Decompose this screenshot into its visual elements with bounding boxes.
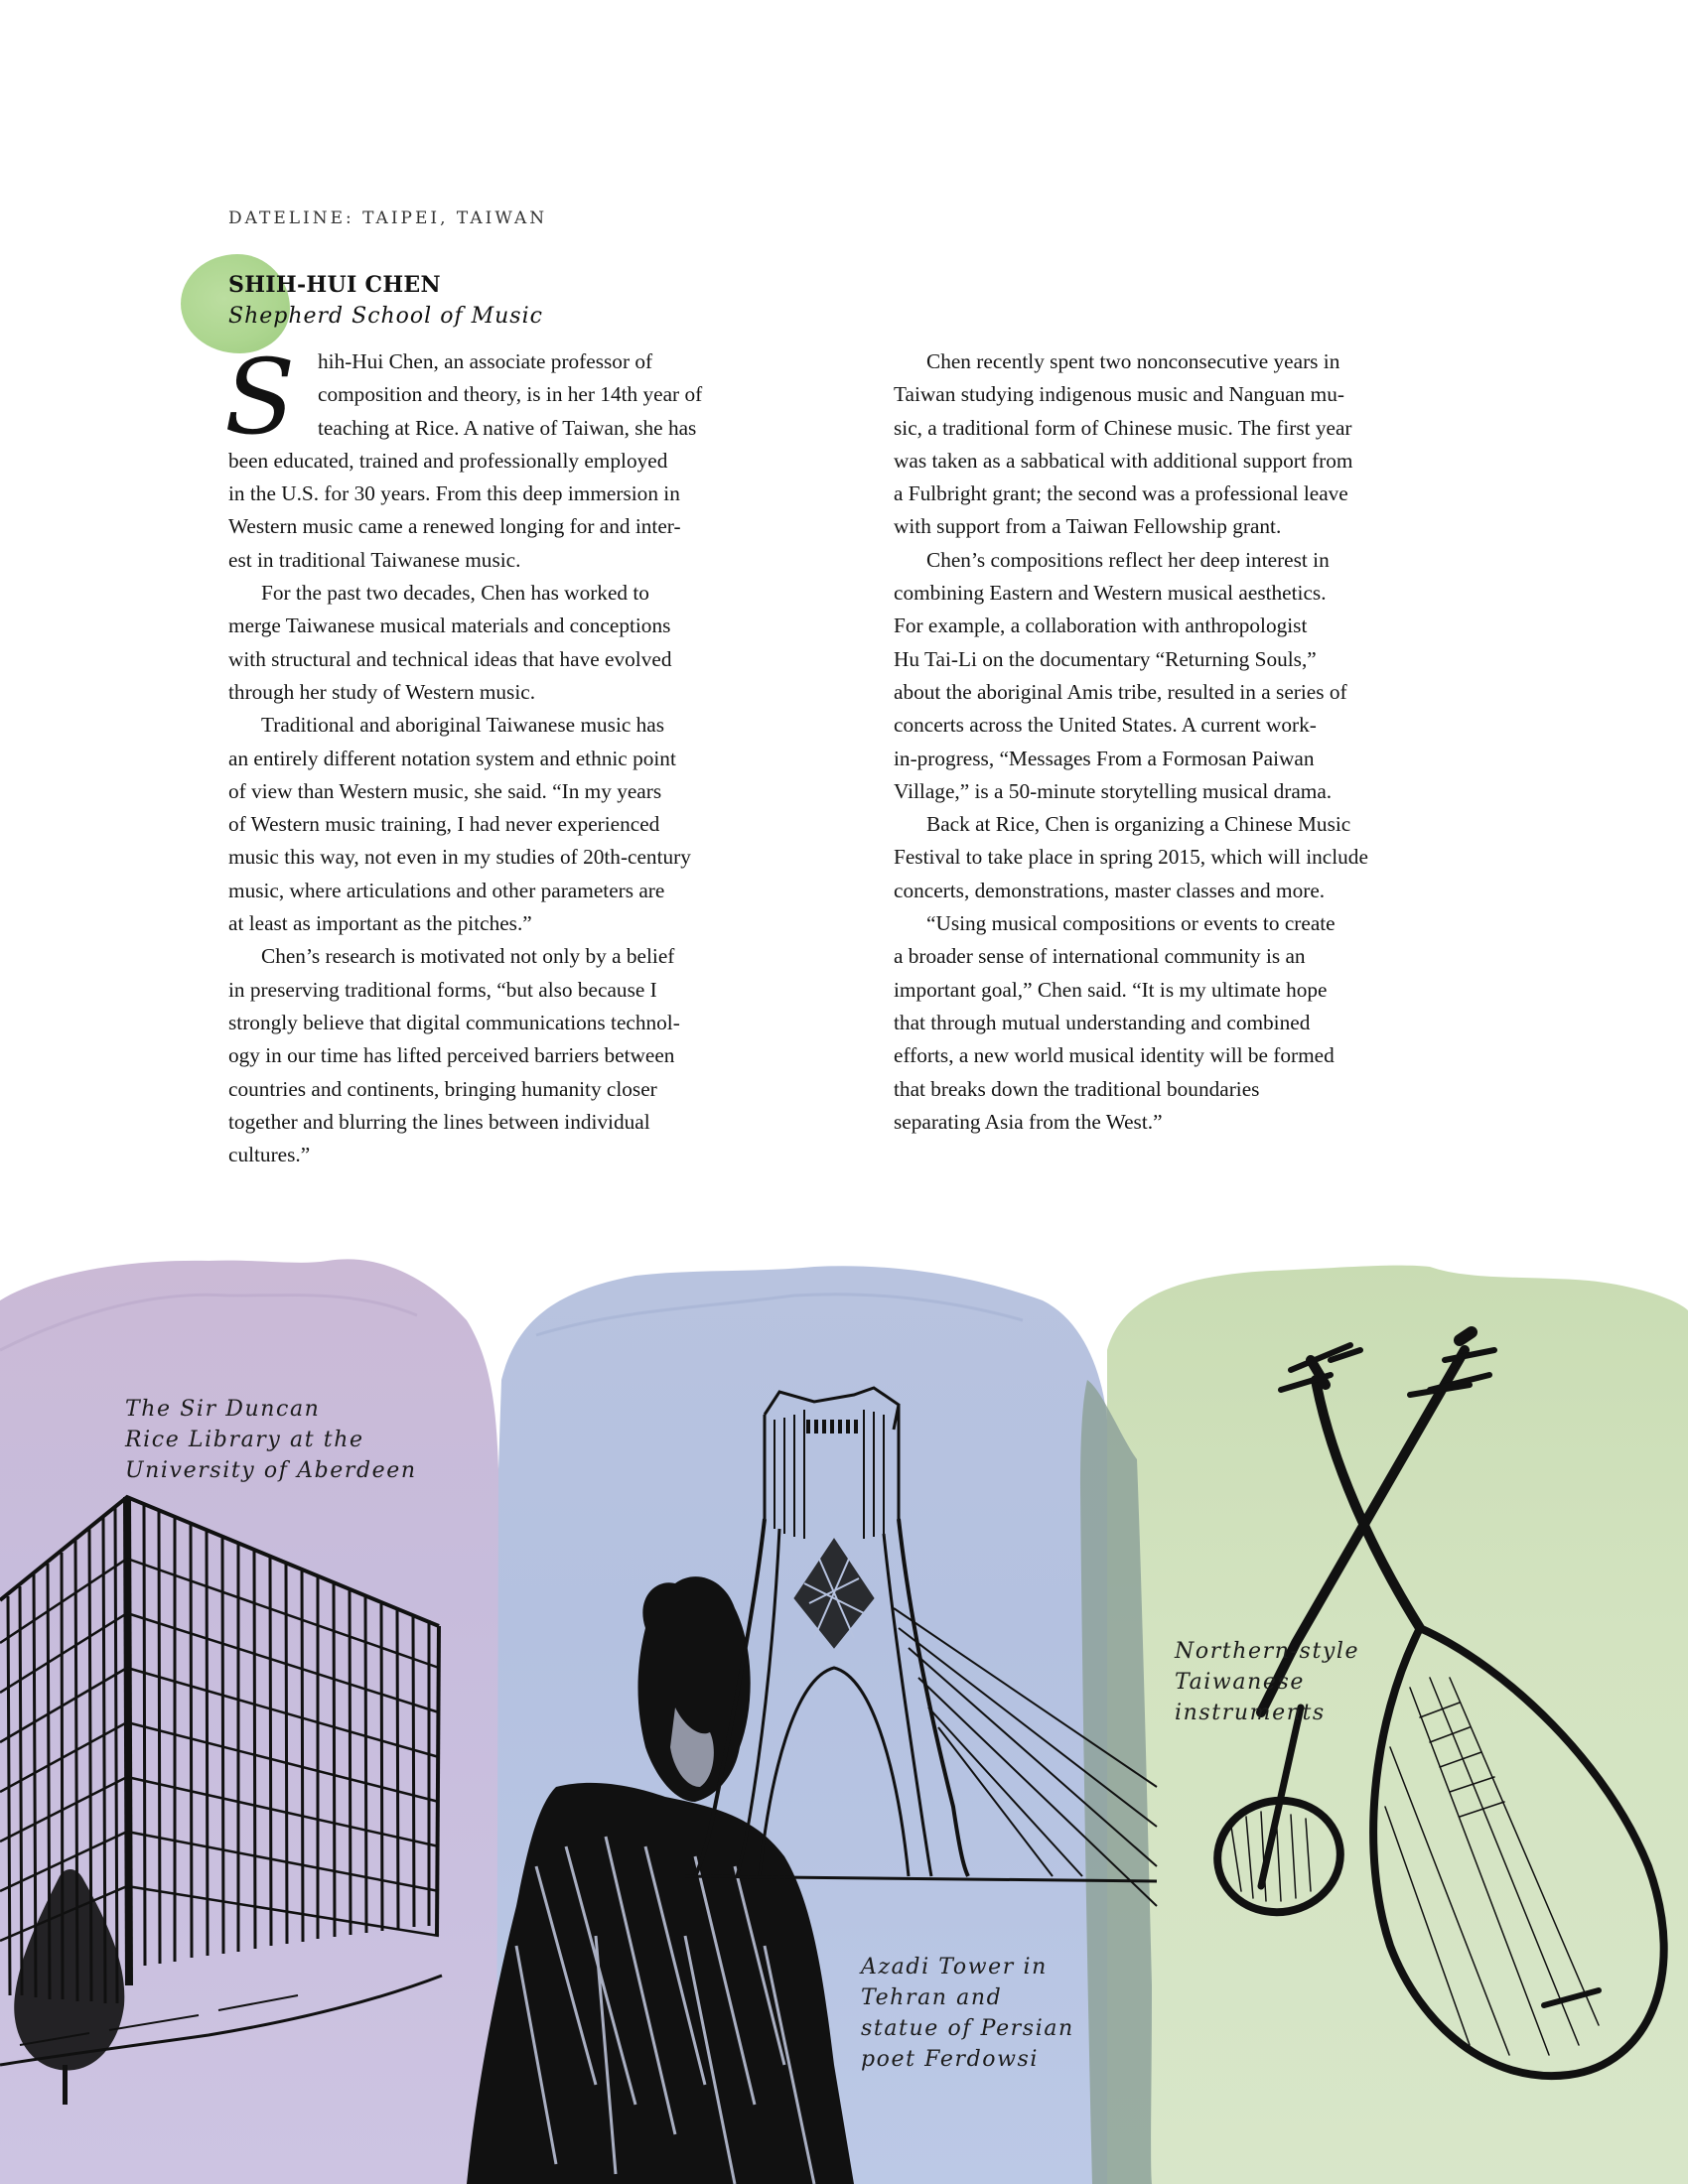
text-line: concerts across the United States. A current work- — [894, 713, 1317, 738]
caption-azadi-tower — [861, 1952, 1074, 2075]
text-line: in preserving traditional forms, “but also because I — [228, 977, 657, 1002]
text-line: Taiwan studying indigenous music and Nanguan mu- — [894, 382, 1344, 407]
drop-cap: S — [224, 337, 296, 458]
text-line: “Using musical compositions or events to create — [926, 911, 1336, 936]
caption-line: Rice Library at the — [125, 1428, 364, 1452]
text-line: with structural and technical ideas that have evolved — [228, 646, 672, 671]
text-line: at least as important as the pitches.” — [228, 911, 532, 936]
author-school: Shepherd School of Music — [228, 304, 543, 329]
caption-line: University of Aberdeen — [125, 1458, 417, 1483]
text-line: Festival to take place in spring 2015, which will include — [894, 845, 1368, 870]
text-line: Western music came a renewed longing for and inter- — [228, 514, 681, 539]
caption-instruments — [1175, 1636, 1359, 1728]
text-line: with support from a Taiwan Fellowship grant. — [894, 514, 1282, 539]
text-line: that through mutual understanding and combined — [894, 1010, 1311, 1034]
text-line: of Western music training, I had never experienced — [228, 812, 660, 837]
dateline: DATELINE: TAIPEI, TAIWAN — [228, 208, 548, 228]
text-line: concerts, demonstrations, master classes and more. — [894, 878, 1326, 902]
caption-line: Tehran and — [861, 1985, 1003, 2010]
caption-line: Azadi Tower in — [861, 1955, 1048, 1979]
text-line: teaching at Rice. A native of Taiwan, she has — [318, 415, 697, 440]
text-line: Chen’s compositions reflect her deep interest in — [926, 547, 1330, 572]
text-line: that breaks down the traditional boundaries — [894, 1076, 1260, 1101]
text-line: in-progress, “Messages From a Formosan Paiwan — [894, 746, 1315, 770]
text-line: together and blurring the lines between individual — [228, 1109, 650, 1134]
text-line: music this way, not even in my studies of 20th-century — [228, 845, 691, 870]
text-line: Chen recently spent two nonconsecutive years in — [926, 349, 1340, 373]
text-line: through her study of Western music. — [228, 679, 536, 704]
text-line: efforts, a new world musical identity will be formed — [894, 1043, 1335, 1068]
text-line: countries and continents, bringing humanity closer — [228, 1076, 657, 1101]
caption-library — [125, 1394, 417, 1486]
caption-line: instruments — [1175, 1701, 1326, 1725]
text-line: about the aboriginal Amis tribe, resulted in a series of — [894, 679, 1347, 704]
text-line: composition and theory, is in her 14th year of — [318, 382, 703, 407]
drop-cap-paragraph — [224, 337, 824, 458]
text-line: an entirely different notation system and ethnic point — [228, 746, 676, 770]
text-line: in the U.S. for 30 years. From this deep immersion in — [228, 481, 680, 506]
caption-line: Taiwanese — [1175, 1670, 1305, 1695]
illustration-band — [0, 1231, 1688, 2184]
text-line: music, where articulations and other parameters are — [228, 878, 665, 902]
caption-line: Northern-style — [1175, 1639, 1360, 1664]
text-line: Village,” is a 50-minute storytelling musical drama. — [894, 778, 1333, 803]
text-line: Traditional and aboriginal Taiwanese music has — [261, 713, 665, 738]
text-line: of view than Western music, she said. “In my years — [228, 778, 662, 803]
text-line: Hu Tai-Li on the documentary “Returning Souls,” — [894, 646, 1317, 671]
text-line: been educated, trained and professionally employed — [228, 448, 668, 473]
text-line: Chen’s research is motivated not only by a belief — [261, 944, 675, 969]
text-line: a Fulbright grant; the second was a professional leave — [894, 481, 1348, 506]
caption-line: The Sir Duncan — [125, 1397, 321, 1422]
article-column-right — [894, 345, 1495, 1139]
text-line: important goal,” Chen said. “It is my ultimate hope — [894, 977, 1328, 1002]
text-line: separating Asia from the West.” — [894, 1109, 1163, 1134]
text-line: ogy in our time has lifted perceived barriers between — [228, 1043, 675, 1068]
text-line: hih-Hui Chen, an associate professor of — [318, 349, 653, 373]
article-column-left — [224, 337, 824, 1171]
author-name: SHIH-HUI CHEN — [228, 272, 441, 298]
text-line: combining Eastern and Western musical aesthetics. — [894, 581, 1327, 606]
text-line: est in traditional Taiwanese music. — [228, 547, 521, 572]
text-line: cultures.” — [228, 1143, 311, 1167]
text-line: sic, a traditional form of Chinese music. The first year — [894, 415, 1352, 440]
text-line: Back at Rice, Chen is organizing a Chinese Music — [926, 812, 1351, 837]
text-line: strongly believe that digital communications technol- — [228, 1010, 680, 1034]
text-line: a broader sense of international community is an — [894, 944, 1306, 969]
text-line: For example, a collaboration with anthropologist — [894, 614, 1308, 638]
text-line: For the past two decades, Chen has worked to — [261, 581, 649, 606]
text-line: merge Taiwanese musical materials and conceptions — [228, 614, 671, 638]
text-line: was taken as a sabbatical with additional support from — [894, 448, 1353, 473]
caption-line: statue of Persian — [861, 2016, 1074, 2041]
caption-line: poet Ferdowsi — [861, 2047, 1040, 2072]
